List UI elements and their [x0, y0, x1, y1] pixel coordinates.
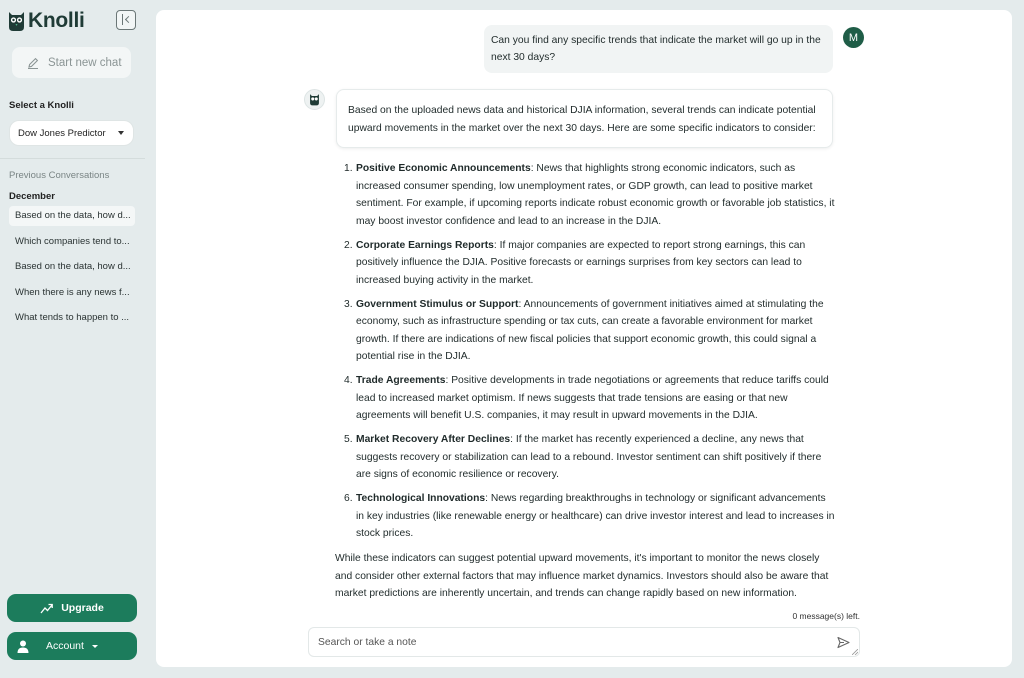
start-new-chat-label: Start new chat: [48, 56, 122, 69]
owl-icon: [309, 93, 320, 106]
knolli-select[interactable]: [9, 120, 134, 146]
conversation-item[interactable]: When there is any news f...: [15, 286, 130, 298]
sidebar-divider: [0, 158, 145, 159]
list-item-title: Market Recovery After Declines: [356, 434, 511, 445]
answer-list: [344, 160, 836, 549]
list-item-title: Corporate Earnings Reports: [356, 239, 494, 251]
chat-input-box[interactable]: [308, 627, 860, 657]
list-item-title: Technological Innovations: [356, 493, 486, 504]
messages-left-counter: 0 message(s) left.: [792, 611, 860, 621]
month-label: December: [9, 191, 55, 202]
list-number: 3.: [344, 298, 353, 310]
select-knolli-label: Select a Knolli: [9, 100, 74, 111]
list-item-text: : News that highlights strong economic indicators, such as increased consumer spending, low unemployment rates, or GDP growth, can lead to positive market sentiment. For example, if upcoming reports indicate robust economic growth or favorable job statistics, it may boost investor confidence and lead to an increase in the DJIA.: [356, 163, 835, 227]
conversation-item[interactable]: Which companies tend to...: [15, 235, 130, 247]
list-number: 6.: [344, 493, 353, 504]
list-item: [344, 160, 836, 230]
user-avatar[interactable]: M: [843, 27, 864, 48]
conversation-item[interactable]: Based on the data, how d...: [15, 261, 131, 272]
bot-avatar: [304, 89, 325, 110]
list-item: [344, 431, 836, 484]
list-item: [344, 372, 836, 425]
list-item-text: : If major companies are expected to report strong earnings, this can positively influence the DJIA. Positive forecasts or earnings surprises from key sectors can lead to increased buying activity in the market.: [356, 239, 806, 286]
sidebar: [0, 0, 145, 678]
list-item-title: Positive Economic Announcements: [356, 163, 531, 174]
caret-down-icon: [92, 645, 98, 648]
list-item-text: : Announcements of government initiatives aimed at stimulating the economy, such as infrastructure spending or tax cuts, can create a favorable environment for market growth. If there are indications of new fiscal policies that support economic growth, this could signal a potential rise in the DJIA.: [356, 298, 824, 362]
conversation-item[interactable]: What tends to happen to ...: [15, 312, 130, 323]
conversation-item[interactable]: Based on the data, how d...: [9, 206, 135, 226]
list-item-title: Trade Agreements: [356, 375, 446, 386]
trend-up-icon: [40, 602, 53, 614]
list-number: 5.: [344, 434, 353, 445]
conversation-list: [9, 206, 135, 334]
chat-input[interactable]: [318, 637, 818, 648]
list-item: [344, 490, 836, 543]
start-new-chat-button[interactable]: [12, 47, 131, 78]
bot-intro-message: Based on the uploaded news data and historical DJIA information, several trends can indicate potential upward movements in the market over the next 30 days. Here are some specific indicators to consider:: [336, 89, 833, 148]
upgrade-button[interactable]: [7, 594, 137, 622]
list-item: [344, 237, 836, 290]
send-icon[interactable]: [837, 636, 850, 649]
conclusion-paragraph: While these indicators can suggest potential upward movements, it's important to monitor the news closely and consider other external factors that may influence market dynamics. Investors should also be aware that market predictions are inherently uncertain, and trends can change rapidly based on new information.: [335, 553, 829, 599]
list-number: 2.: [344, 239, 353, 251]
account-label: Account: [46, 640, 84, 652]
list-item-title: Government Stimulus or Support: [356, 298, 519, 310]
list-item-text: : Positive developments in trade negotiations or agreements that reduce tariffs could lead to increased market optimism. If news suggests that trade tensions are easing or that new agreements will benefit U.S. companies, it may result in upward movements in the DJIA.: [356, 375, 829, 421]
list-item-text: : If the market has recently experienced a decline, any news that suggests recovery or stabilization can lead to a rebound. Investor sentiment can shift positively if there are signs of economic resilience or recovery.: [356, 434, 822, 480]
pencil-icon: [26, 56, 40, 70]
user-icon: [17, 640, 29, 653]
chevron-down-icon: [118, 131, 124, 135]
upgrade-label: Upgrade: [61, 602, 104, 614]
user-message: Can you find any specific trends that indicate the market will go up in the next 30 days?: [484, 25, 833, 73]
account-button[interactable]: [7, 632, 137, 660]
previous-conversations-label: Previous Conversations: [9, 170, 110, 181]
app-name: Knolli: [28, 9, 85, 32]
list-item-text: : News regarding breakthroughs in technology or significant advancements in key industries (like renewable energy or healthcare) can drive investor interest and lead to increases in stock prices.: [356, 493, 835, 539]
list-number: 4.: [344, 375, 353, 386]
collapse-sidebar-icon[interactable]: [116, 10, 136, 30]
list-item: [344, 296, 836, 366]
chat-panel: [156, 10, 1012, 667]
list-number: 1.: [344, 163, 353, 174]
resize-grip-icon[interactable]: [852, 649, 858, 655]
selected-knolli: Dow Jones Predictor: [18, 127, 106, 139]
owl-logo-icon: [8, 10, 25, 32]
